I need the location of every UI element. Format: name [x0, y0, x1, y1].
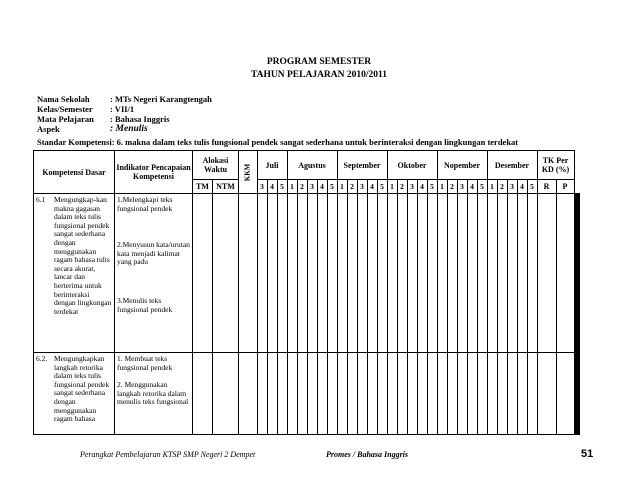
empty-cell	[347, 194, 357, 353]
empty-cell	[357, 353, 367, 435]
week-cell: 5	[377, 180, 387, 194]
empty-cell	[287, 194, 297, 353]
month-agustus: Agustus	[287, 151, 337, 180]
empty-cell	[447, 194, 457, 353]
empty-cell	[527, 353, 537, 435]
empty-cell	[307, 353, 317, 435]
empty-cell	[213, 353, 239, 435]
week-cell: 2	[497, 180, 507, 194]
empty-cell	[457, 194, 467, 353]
week-cell: 5	[277, 180, 287, 194]
info-label: Nama Sekolah	[37, 94, 90, 104]
week-cell: 1	[437, 180, 447, 194]
empty-cell	[327, 353, 337, 435]
month-september: September	[337, 151, 387, 180]
empty-cell	[337, 353, 347, 435]
info-row-class	[37, 104, 212, 114]
indikator-cell	[115, 194, 193, 353]
empty-cell	[307, 194, 317, 353]
col-r: R	[537, 180, 556, 194]
footer-mid-text: Promes / Bahasa Inggris	[326, 450, 409, 459]
col-tm: TM	[193, 180, 213, 194]
empty-cell	[267, 194, 277, 353]
info-row-subject	[37, 114, 212, 124]
empty-cell	[447, 353, 457, 435]
empty-cell	[507, 353, 517, 435]
empty-cell	[397, 194, 407, 353]
empty-cell	[467, 353, 477, 435]
empty-cell	[367, 194, 377, 353]
indikator-item: 3.Menulis teks fungsional pendek	[117, 295, 173, 314]
empty-cell	[213, 194, 239, 353]
semester-program-table	[33, 150, 580, 435]
empty-cell	[277, 353, 287, 435]
empty-cell	[497, 353, 507, 435]
week-cell: 3	[257, 180, 267, 194]
empty-cell	[357, 194, 367, 353]
week-cell: 3	[407, 180, 417, 194]
week-cell: 1	[487, 180, 497, 194]
empty-cell	[556, 194, 574, 353]
kd-text: Mengungkap-kan makna gagasan dalam teks tulis fungsional pendek sangat sederhana dengan menggunakan ragam bahasa tulis secara akurat, lancar dan berterima untuk berinteraksi dengan lingkungan terdekat	[54, 195, 112, 316]
indikator-item: 1. Membuat teks fungsional pendek	[117, 354, 173, 372]
empty-cell	[317, 353, 327, 435]
week-cell: 1	[387, 180, 397, 194]
indikator-item: 2. Menggunakan langkah retorika dalam menulis teks fungsional	[117, 380, 189, 407]
empty-cell	[297, 194, 307, 353]
week-cell: 3	[457, 180, 467, 194]
empty-cell	[239, 194, 258, 353]
empty-cell	[477, 194, 487, 353]
week-cell: 2	[297, 180, 307, 194]
empty-cell	[487, 194, 497, 353]
week-cell: 1	[287, 180, 297, 194]
col-tk-per-kd: TK Per KD (%)	[537, 151, 574, 180]
indikator-item: 1.Melengkapi teks fungsional pendek	[117, 195, 173, 213]
info-value: : Menulis	[110, 124, 148, 134]
empty-cell	[556, 353, 574, 435]
header-row	[34, 151, 580, 180]
kd-number: 6.1	[36, 195, 46, 204]
empty-cell	[407, 353, 417, 435]
week-cell: 4	[267, 180, 277, 194]
week-cell: 1	[337, 180, 347, 194]
empty-cell	[407, 194, 417, 353]
empty-cell	[337, 194, 347, 353]
page-number: 51	[581, 448, 594, 460]
week-cell: 3	[307, 180, 317, 194]
empty-cell	[239, 353, 258, 435]
week-cell: 4	[367, 180, 377, 194]
empty-cell	[193, 353, 213, 435]
empty-cell	[367, 353, 377, 435]
kd-number: 6.2.	[36, 354, 48, 363]
indikator-item: 2.Menyusun kata/urutan kata menjadi kalimat yang padu	[117, 240, 190, 267]
month-juli: Juli	[257, 151, 287, 180]
col-ntm: NTM	[213, 180, 239, 194]
week-cell: 5	[477, 180, 487, 194]
col-p: P	[556, 180, 574, 194]
month-oktober: Oktober	[387, 151, 437, 180]
kd-cell	[34, 194, 115, 353]
page-title: PROGRAM SEMESTER	[266, 57, 372, 67]
empty-cell	[427, 194, 437, 353]
empty-cell	[347, 353, 357, 435]
empty-cell	[537, 194, 556, 353]
empty-cell	[267, 353, 277, 435]
empty-cell	[487, 353, 497, 435]
table-row	[34, 194, 580, 353]
month-desember: Desember	[487, 151, 537, 180]
info-row-aspect	[37, 124, 212, 134]
info-label: Aspek	[37, 124, 60, 134]
empty-cell	[377, 194, 387, 353]
col-kompetensi-dasar: Kompetensi Dasar	[34, 151, 115, 194]
school-info	[37, 94, 212, 134]
empty-cell	[457, 353, 467, 435]
indikator-cell	[115, 353, 193, 435]
empty-cell	[317, 194, 327, 353]
week-cell: 3	[357, 180, 367, 194]
kd-cell	[34, 353, 115, 435]
empty-cell	[517, 353, 527, 435]
empty-cell	[578, 353, 579, 435]
info-value: : VII/1	[110, 104, 135, 114]
kd-text: Mengungkapkan langkah retorika dalam teks tulis fungsional pendek sangat sederhana dengan menggunakan ragam bahasa	[54, 354, 110, 424]
empty-cell	[497, 194, 507, 353]
empty-cell	[578, 194, 579, 353]
week-cell: 2	[347, 180, 357, 194]
week-cell: 4	[417, 180, 427, 194]
empty-cell	[517, 194, 527, 353]
week-cell: 2	[397, 180, 407, 194]
empty-cell	[277, 194, 287, 353]
empty-cell	[257, 194, 267, 353]
empty-cell	[537, 353, 556, 435]
empty-cell	[257, 353, 267, 435]
col-alokasi-waktu: Alokasi Waktu	[193, 151, 239, 180]
empty-cell	[387, 353, 397, 435]
info-value: : MTs Negeri Karangtengah	[110, 94, 212, 104]
empty-cell	[417, 194, 427, 353]
empty-cell	[417, 353, 427, 435]
empty-cell	[193, 194, 213, 353]
info-row-school	[37, 94, 212, 104]
empty-cell	[467, 194, 477, 353]
week-cell: 4	[467, 180, 477, 194]
empty-cell	[527, 194, 537, 353]
empty-cell	[427, 353, 437, 435]
empty-cell	[327, 194, 337, 353]
week-cell: 5	[427, 180, 437, 194]
week-cell: 5	[327, 180, 337, 194]
info-label: Kelas/Semester	[37, 104, 93, 114]
empty-cell	[477, 353, 487, 435]
week-cell: 2	[447, 180, 457, 194]
month-nopember: Nopember	[437, 151, 487, 180]
empty-cell	[507, 194, 517, 353]
week-cell: 4	[317, 180, 327, 194]
empty-cell	[387, 194, 397, 353]
week-cell: 5	[527, 180, 537, 194]
empty-cell	[437, 194, 447, 353]
empty-cell	[377, 353, 387, 435]
col-kkm	[239, 151, 258, 194]
info-value: : Bahasa Inggris	[110, 114, 170, 124]
standar-kompetensi: Standar Kompetensi: 6. makna dalam teks tulis fungsional pendek sangat sederhana untuk berinteraksi dengan lingkungan terdekat	[37, 137, 519, 147]
empty-cell	[397, 353, 407, 435]
week-cell: 3	[507, 180, 517, 194]
footer-left-text: Perangkat Pembelajaran KTSP SMP Negeri 2 Dempet	[80, 450, 256, 459]
empty-cell	[297, 353, 307, 435]
empty-cell	[437, 353, 447, 435]
academic-year: TAHUN PELAJARAN 2010/2011	[251, 70, 387, 80]
week-cell: 4	[517, 180, 527, 194]
info-label: Mata Pelajaran	[37, 114, 94, 124]
empty-cell	[287, 353, 297, 435]
table-row	[34, 353, 580, 435]
kkm-label: KKM	[243, 163, 252, 182]
col-indikator: Indikator Pencapaian Kompetensi	[115, 151, 193, 194]
